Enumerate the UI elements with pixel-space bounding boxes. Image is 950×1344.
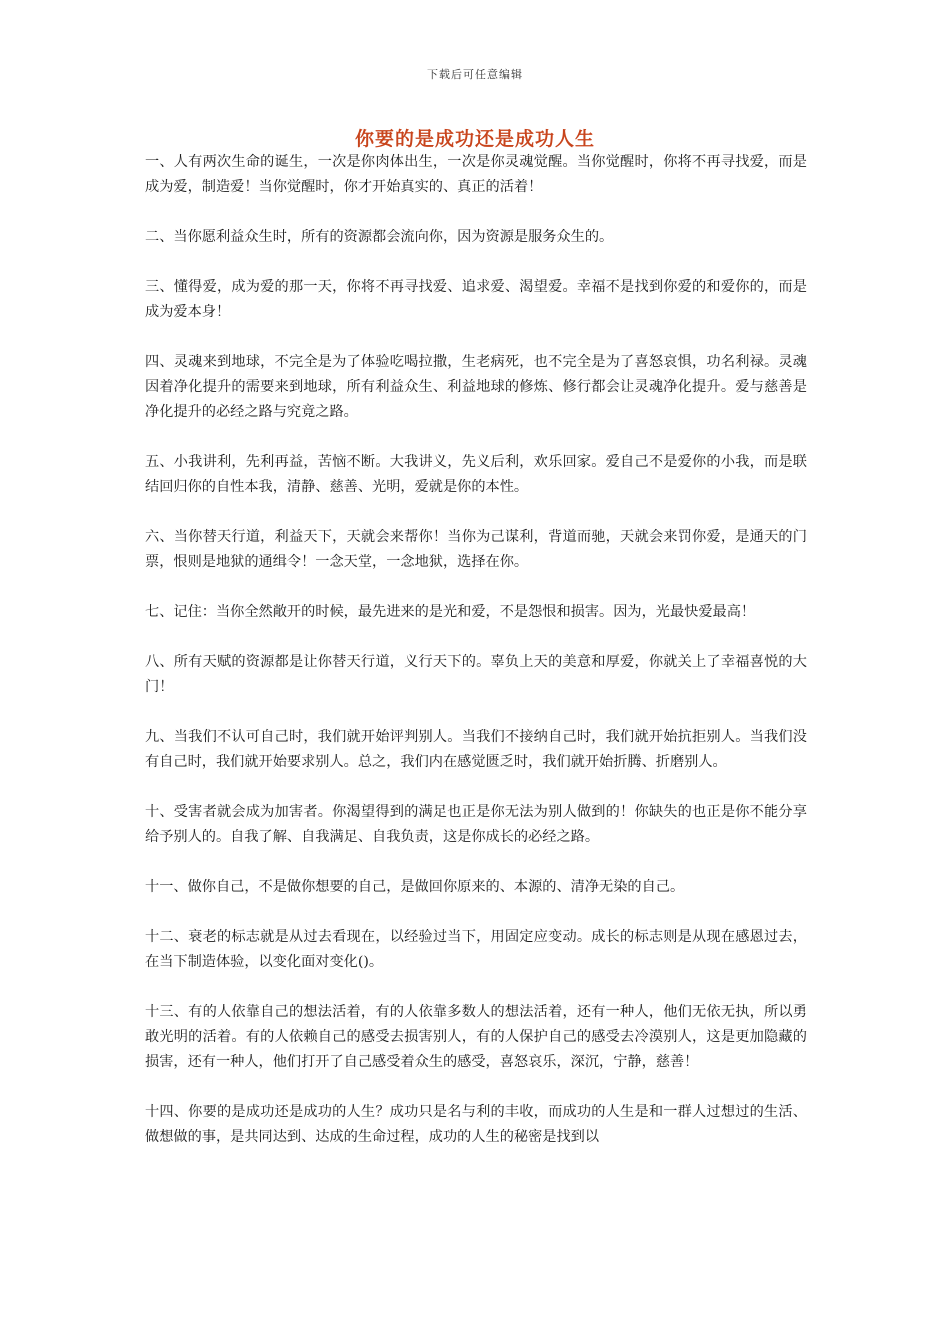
paragraph-2: 二、当你愿利益众生时，所有的资源都会流向你，因为资源是服务众生的。 [145,229,614,245]
paragraph-14: 十四、你要的是成功还是成功的人生？成功只是名与利的丰收，而成功的人生是和一群人过想过的生活、做想做的事，是共同达到、达成的生命过程，成功的人生的秘密是找到以 [145,1104,807,1145]
paragraph-10: 十、受害者就会成为加害者。你渴望得到的满足也正是你无法为别人做到的！你缺失的也正是你不能分享给予别人的。自我了解、自我满足、自我负责，这是你成长的必经之路。 [145,804,807,845]
paragraph-9: 九、当我们不认可自己时，我们就开始评判别人。当我们不接纳自己时，我们就开始抗拒别人。当我们没有自己时，我们就开始要求别人。总之，我们内在感觉匮乏时，我们就开始折腾、折磨别人。 [145,729,807,770]
document-body [145,150,807,1175]
paragraph-12: 十二、衰老的标志就是从过去看现在，以经验过当下，用固定应变动。成长的标志则是从现在感恩过去，在当下制造体验，以变化面对变化()。 [145,929,807,970]
paragraph-3: 三、懂得爱，成为爱的那一天，你将不再寻找爱、追求爱、渴望爱。幸福不是找到你爱的和爱你的，而是成为爱本身！ [145,279,807,320]
header-note: 下载后可任意编辑 [427,68,523,81]
paragraph-8: 八、所有天赋的资源都是让你替天行道，义行天下的。辜负上天的美意和厚爱，你就关上了幸福喜悦的大门！ [145,654,807,695]
paragraph-11: 十一、做你自己，不是做你想要的自己，是做回你原来的、本源的、清净无染的自己。 [145,879,685,895]
paragraph-7: 七、记住：当你全然敞开的时候，最先进来的是光和爱，不是怨恨和损害。因为，光最快爱最高！ [145,604,756,620]
paragraph-13: 十三、有的人依靠自己的想法活着，有的人依靠多数人的想法活着，还有一种人，他们无依无执，所以勇敢光明的活着。有的人依赖自己的感受去损害别人，有的人保护自己的感受去冷漠别人，这是更加隐藏的损害，还有一种人，他们打开了自己感受着众生的感受，喜怒哀乐，深沉，宁静，慈善！ [145,1004,807,1070]
document-title: 你要的是成功还是成功人生 [354,128,595,150]
paragraph-1: 一、人有两次生命的诞生，一次是你肉体出生，一次是你灵魂觉醒。当你觉醒时，你将不再寻找爱，而是成为爱，制造爱！当你觉醒时，你才开始真实的、真正的活着！ [145,154,807,195]
paragraph-4: 四、灵魂来到地球，不完全是为了体验吃喝拉撒，生老病死，也不完全是为了喜怒哀惧，功名利禄。灵魂因着净化提升的需要来到地球，所有利益众生、利益地球的修炼、修行都会让灵魂净化提升。爱与慈善是净化提升的必经之路与究竟之路。 [145,354,807,420]
paragraph-5: 五、小我讲利，先利再益，苦恼不断。大我讲义，先义后利，欢乐回家。爱自己不是爱你的小我，而是联结回归你的自性本我，清静、慈善、光明，爱就是你的本性。 [145,454,807,495]
paragraph-6: 六、当你替天行道，利益天下，天就会来帮你！当你为己谋利，背道而驰，天就会来罚你爱，是通天的门票，恨则是地狱的通缉令！一念天堂，一念地狱，选择在你。 [145,529,807,570]
